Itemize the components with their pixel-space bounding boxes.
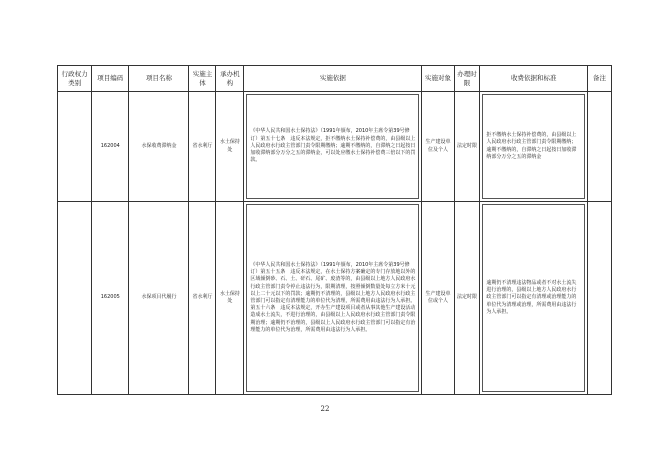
page-number: 22 bbox=[320, 405, 330, 413]
header-category: 行政权力类别 bbox=[58, 66, 92, 92]
header-deadline: 办理时限 bbox=[454, 66, 480, 92]
cell-fee bbox=[480, 92, 588, 202]
cell-org: 水土保持处 bbox=[216, 92, 244, 202]
header-fee: 收费依据和标准 bbox=[480, 66, 588, 92]
table-row bbox=[58, 92, 612, 202]
cell-org: 水土保持处 bbox=[216, 202, 244, 395]
basis-text: 《中华人民共和国水土保持法》（1991年颁布，2010年主席令第39号修订）第五十五条 违反本法规定，在水土保持方案确定的专门存放地以外的区域倾倒砂、石、土、矸石、尾矿、废渣等的，由县级以上地方人民政府水行政主管部门责令停止违法行为，限期清理，按照倾倒数量处每立方米十元以上二十元以下的罚款；逾期仍不清理的，县级以上地方人民政府水行政主管部门可以指定有清理能力的单位代为清理，所需费用由违法行为人承担。 第五十六条 违反本法规定，开办生产建设项目或者从事其他生产建设活动造成水土流失，不进行治理的，由县级以上人民政府水行政主管部门责令限期治理；逾期仍不治理的，县级以上人民政府水行政主管部门可以指定有治理能力的单位代为治理，所需费用由违法行为人承担。 bbox=[246, 204, 419, 392]
administrative-power-table bbox=[57, 65, 612, 395]
header-code: 项目编码 bbox=[92, 66, 129, 92]
cell-name: 水保项目代履行 bbox=[129, 202, 189, 395]
table-row bbox=[58, 202, 612, 395]
header-subject: 实施主体 bbox=[189, 66, 216, 92]
cell-remark bbox=[588, 202, 612, 395]
cell-basis bbox=[244, 92, 422, 202]
cell-category bbox=[58, 92, 92, 202]
header-name: 项目名称 bbox=[129, 66, 189, 92]
basis-text: 《中华人民共和国水土保持法》（1991年颁布，2010年主席令第39号修订）第五十七条 违反本法规定，拒不缴纳水土保持补偿费的，由县级以上人民政府水行政主管部门责令限期缴纳；逾期不缴纳的，自滞纳之日起按日加收滞纳部分万分之五的滞纳金，可以处应缴水土保持补偿费三倍以下的罚款。 bbox=[246, 94, 419, 199]
cell-category bbox=[58, 202, 92, 395]
cell-fee bbox=[480, 202, 588, 395]
cell-deadline: 法定时限 bbox=[454, 92, 480, 202]
header-target: 实施对象 bbox=[422, 66, 454, 92]
cell-name: 水保收费滞纳金 bbox=[129, 92, 189, 202]
cell-remark bbox=[588, 92, 612, 202]
cell-code: 162005 bbox=[92, 202, 129, 395]
cell-subject: 省水利厅 bbox=[189, 202, 216, 395]
header-org: 承办机构 bbox=[216, 66, 244, 92]
fee-text: 拒不缴纳水土保持补偿费的，由县级以上人民政府水行政主管部门责令限期缴纳；逾期不缴纳的，自滞纳之日起按日加收滞纳部分万分之五的滞纳金 bbox=[482, 94, 585, 199]
cell-target: 生产建设单位或个人 bbox=[422, 202, 454, 395]
table-header-row bbox=[58, 66, 612, 92]
cell-code: 162004 bbox=[92, 92, 129, 202]
header-remark: 备注 bbox=[588, 66, 612, 92]
cell-deadline: 法定时限 bbox=[454, 202, 480, 395]
cell-subject: 省水利厅 bbox=[189, 92, 216, 202]
cell-target: 生产建设单位及个人 bbox=[422, 92, 454, 202]
fee-text: 逾期仍不清理违法物品或者不对水土流失进行治理的，县级以上地方人民政府水行政主管部门可以指定有清理或治理能力的单位代为清理或治理，所需费用由违法行为人承担。 bbox=[482, 204, 585, 392]
header-basis: 实施依据 bbox=[244, 66, 422, 92]
cell-basis bbox=[244, 202, 422, 395]
